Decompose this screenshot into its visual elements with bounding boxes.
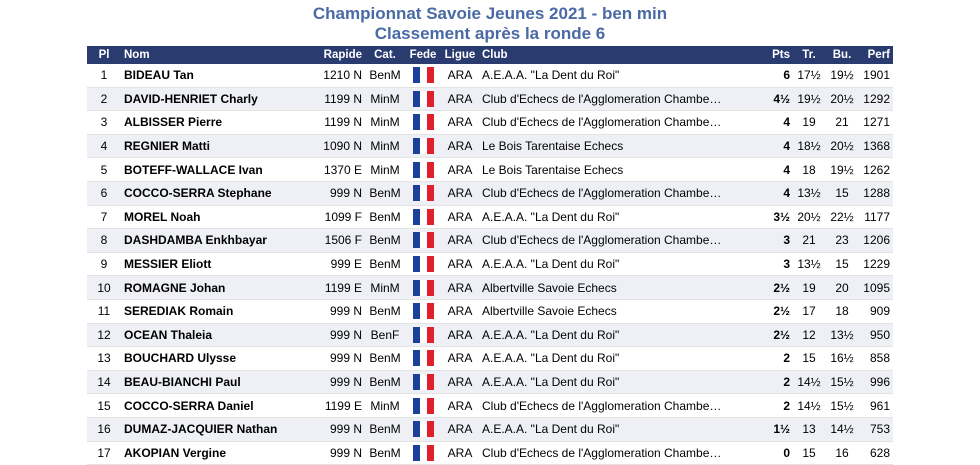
col-header-pts[interactable]: Pts xyxy=(747,46,793,64)
category-cell: BenM xyxy=(365,205,405,229)
table-row xyxy=(87,347,893,371)
tiebreak-tr-cell: 17½ xyxy=(793,64,825,87)
rank-cell: 14 xyxy=(87,370,121,394)
rank-cell: 2 xyxy=(87,87,121,111)
rating-cell: 1199 N xyxy=(293,87,365,111)
col-header-rapide[interactable]: Rapide xyxy=(293,46,365,64)
france-flag-icon xyxy=(413,398,434,414)
table-row xyxy=(87,111,893,135)
rating-cell: 1370 E xyxy=(293,158,365,182)
rating-cell: 999 N xyxy=(293,323,365,347)
col-header-perf[interactable]: Perf xyxy=(859,46,893,64)
league-cell: ARA xyxy=(441,417,479,441)
rating-cell: 999 N xyxy=(293,347,365,371)
france-flag-icon xyxy=(413,350,434,366)
club-cell[interactable]: A.E.A.A. "La Dent du Roi" xyxy=(479,323,747,347)
player-name[interactable]: OCEAN Thaleia xyxy=(121,323,293,347)
federation-cell xyxy=(405,276,441,300)
tiebreak-bu-cell: 15 xyxy=(825,181,859,205)
col-header-bu[interactable]: Bu. xyxy=(825,46,859,64)
federation-cell xyxy=(405,441,441,465)
tiebreak-bu-cell: 16½ xyxy=(825,347,859,371)
league-cell: ARA xyxy=(441,64,479,87)
points-cell: 4 xyxy=(747,134,793,158)
tiebreak-tr-cell: 12 xyxy=(793,323,825,347)
rank-cell: 5 xyxy=(87,158,121,182)
player-name[interactable]: REGNIER Matti xyxy=(121,134,293,158)
rank-cell: 3 xyxy=(87,111,121,135)
tiebreak-tr-cell: 13½ xyxy=(793,252,825,276)
tiebreak-bu-cell: 20½ xyxy=(825,134,859,158)
performance-cell: 1262 xyxy=(859,158,893,182)
page-subtitle: Classement après la ronde 6 xyxy=(374,24,606,43)
club-cell[interactable]: Albertville Savoie Echecs xyxy=(479,299,747,323)
performance-cell: 909 xyxy=(859,299,893,323)
tiebreak-tr-cell: 20½ xyxy=(793,205,825,229)
player-name[interactable]: ALBISSER Pierre xyxy=(121,111,293,135)
tiebreak-bu-cell: 20 xyxy=(825,276,859,300)
page-header xyxy=(0,0,980,44)
points-cell: 0 xyxy=(747,441,793,465)
rank-cell: 6 xyxy=(87,181,121,205)
france-flag-icon xyxy=(413,280,434,296)
tiebreak-bu-cell: 21 xyxy=(825,111,859,135)
france-flag-icon xyxy=(413,162,434,178)
league-cell: ARA xyxy=(441,134,479,158)
performance-cell: 996 xyxy=(859,370,893,394)
player-name[interactable]: BIDEAU Tan xyxy=(121,64,293,87)
rating-cell: 1210 N xyxy=(293,64,365,87)
table-row xyxy=(87,205,893,229)
club-cell[interactable]: A.E.A.A. "La Dent du Roi" xyxy=(479,417,747,441)
points-cell: 1½ xyxy=(747,417,793,441)
club-cell[interactable]: Le Bois Tarentaise Echecs xyxy=(479,134,747,158)
category-cell: BenM xyxy=(365,299,405,323)
tiebreak-tr-cell: 19 xyxy=(793,276,825,300)
points-cell: 2 xyxy=(747,394,793,418)
category-cell: BenM xyxy=(365,252,405,276)
points-cell: 6 xyxy=(747,64,793,87)
rank-cell: 16 xyxy=(87,417,121,441)
table-row xyxy=(87,299,893,323)
france-flag-icon xyxy=(413,303,434,319)
club-cell[interactable]: A.E.A.A. "La Dent du Roi" xyxy=(479,64,747,87)
category-cell: MinM xyxy=(365,87,405,111)
tiebreak-tr-cell: 18 xyxy=(793,158,825,182)
player-name[interactable]: COCCO-SERRA Daniel xyxy=(121,394,293,418)
performance-cell: 1095 xyxy=(859,276,893,300)
points-cell: 4½ xyxy=(747,87,793,111)
player-name[interactable]: SEREDIAK Romain xyxy=(121,299,293,323)
points-cell: 2½ xyxy=(747,299,793,323)
federation-cell xyxy=(405,370,441,394)
rank-cell: 7 xyxy=(87,205,121,229)
france-flag-icon xyxy=(413,421,434,437)
club-cell[interactable]: Club d'Echecs de l'Agglomeration Chambe… xyxy=(479,229,747,253)
table-row xyxy=(87,229,893,253)
tiebreak-bu-cell: 13½ xyxy=(825,323,859,347)
table-row xyxy=(87,417,893,441)
points-cell: 2 xyxy=(747,370,793,394)
points-cell: 3 xyxy=(747,252,793,276)
col-header-club[interactable]: Club xyxy=(479,46,747,64)
league-cell: ARA xyxy=(441,394,479,418)
category-cell: MinM xyxy=(365,134,405,158)
tiebreak-tr-cell: 14½ xyxy=(793,394,825,418)
performance-cell: 961 xyxy=(859,394,893,418)
france-flag-icon xyxy=(413,374,434,390)
player-name[interactable]: BOUCHARD Ulysse xyxy=(121,347,293,371)
league-cell: ARA xyxy=(441,441,479,465)
rank-cell: 4 xyxy=(87,134,121,158)
france-flag-icon xyxy=(413,256,434,272)
league-cell: ARA xyxy=(441,111,479,135)
club-cell[interactable]: Le Bois Tarentaise Echecs xyxy=(479,158,747,182)
rank-cell: 10 xyxy=(87,276,121,300)
table-row xyxy=(87,276,893,300)
performance-cell: 1292 xyxy=(859,87,893,111)
tiebreak-tr-cell: 13½ xyxy=(793,181,825,205)
performance-cell: 753 xyxy=(859,417,893,441)
performance-cell: 858 xyxy=(859,347,893,371)
rating-cell: 999 N xyxy=(293,441,365,465)
category-cell: BenM xyxy=(365,417,405,441)
federation-cell xyxy=(405,64,441,87)
league-cell: ARA xyxy=(441,158,479,182)
rating-cell: 1099 F xyxy=(293,205,365,229)
federation-cell xyxy=(405,205,441,229)
col-header-cat[interactable]: Cat. xyxy=(365,46,405,64)
tiebreak-bu-cell: 19½ xyxy=(825,158,859,182)
player-name[interactable]: BOTEFF-WALLACE Ivan xyxy=(121,158,293,182)
league-cell: ARA xyxy=(441,370,479,394)
club-cell[interactable]: Club d'Echecs de l'Agglomeration Chambe… xyxy=(479,441,747,465)
player-name[interactable]: MESSIER Eliott xyxy=(121,252,293,276)
league-cell: ARA xyxy=(441,87,479,111)
rank-cell: 8 xyxy=(87,229,121,253)
rank-cell: 15 xyxy=(87,394,121,418)
rating-cell: 1090 N xyxy=(293,134,365,158)
france-flag-icon xyxy=(413,445,434,461)
rating-cell: 999 N xyxy=(293,417,365,441)
performance-cell: 1368 xyxy=(859,134,893,158)
france-flag-icon xyxy=(413,114,434,130)
category-cell: BenM xyxy=(365,64,405,87)
rank-cell: 17 xyxy=(87,441,121,465)
category-cell: BenM xyxy=(365,370,405,394)
rating-cell: 1506 F xyxy=(293,229,365,253)
rating-cell: 999 N xyxy=(293,299,365,323)
col-header-pl[interactable]: Pl xyxy=(87,46,121,64)
federation-cell xyxy=(405,347,441,371)
performance-cell: 1271 xyxy=(859,111,893,135)
table-row xyxy=(87,87,893,111)
tiebreak-tr-cell: 21 xyxy=(793,229,825,253)
club-cell[interactable]: A.E.A.A. "La Dent du Roi" xyxy=(479,205,747,229)
rank-cell: 1 xyxy=(87,64,121,87)
federation-cell xyxy=(405,158,441,182)
points-cell: 2 xyxy=(747,347,793,371)
points-cell: 4 xyxy=(747,158,793,182)
rank-cell: 9 xyxy=(87,252,121,276)
france-flag-icon xyxy=(413,91,434,107)
table-row xyxy=(87,64,893,87)
league-cell: ARA xyxy=(441,323,479,347)
club-cell[interactable]: A.E.A.A. "La Dent du Roi" xyxy=(479,252,747,276)
rating-cell: 1199 E xyxy=(293,276,365,300)
category-cell: BenM xyxy=(365,181,405,205)
league-cell: ARA xyxy=(441,347,479,371)
club-cell[interactable]: A.E.A.A. "La Dent du Roi" xyxy=(479,347,747,371)
performance-cell: 1177 xyxy=(859,205,893,229)
rank-cell: 11 xyxy=(87,299,121,323)
performance-cell: 1901 xyxy=(859,64,893,87)
category-cell: MinM xyxy=(365,111,405,135)
rank-cell: 12 xyxy=(87,323,121,347)
player-name[interactable]: BEAU-BIANCHI Paul xyxy=(121,370,293,394)
federation-cell xyxy=(405,87,441,111)
league-cell: ARA xyxy=(441,299,479,323)
club-cell[interactable]: A.E.A.A. "La Dent du Roi" xyxy=(479,370,747,394)
club-cell[interactable]: Club d'Echecs de l'Agglomeration Chambe… xyxy=(479,394,747,418)
tiebreak-tr-cell: 19 xyxy=(793,111,825,135)
tiebreak-bu-cell: 18 xyxy=(825,299,859,323)
federation-cell xyxy=(405,111,441,135)
category-cell: BenM xyxy=(365,229,405,253)
france-flag-icon xyxy=(413,209,434,225)
france-flag-icon xyxy=(413,327,434,343)
table-header-row xyxy=(87,46,893,64)
league-cell: ARA xyxy=(441,205,479,229)
player-name[interactable]: DUMAZ-JACQUIER Nathan xyxy=(121,417,293,441)
france-flag-icon xyxy=(413,232,434,248)
table-row xyxy=(87,134,893,158)
points-cell: 4 xyxy=(747,181,793,205)
category-cell: BenM xyxy=(365,441,405,465)
player-name[interactable]: MOREL Noah xyxy=(121,205,293,229)
col-header-nom[interactable]: Nom xyxy=(121,46,293,64)
table-row xyxy=(87,394,893,418)
club-cell[interactable]: Albertville Savoie Echecs xyxy=(479,276,747,300)
points-cell: 2½ xyxy=(747,276,793,300)
player-name[interactable]: AKOPIAN Vergine xyxy=(121,441,293,465)
rating-cell: 999 N xyxy=(293,370,365,394)
tiebreak-tr-cell: 19½ xyxy=(793,87,825,111)
tiebreak-bu-cell: 14½ xyxy=(825,417,859,441)
club-cell[interactable]: Club d'Echecs de l'Agglomeration Chambe… xyxy=(479,87,747,111)
category-cell: MinM xyxy=(365,276,405,300)
player-name[interactable]: COCCO-SERRA Stephane xyxy=(121,181,293,205)
tiebreak-bu-cell: 15½ xyxy=(825,394,859,418)
federation-cell xyxy=(405,323,441,347)
federation-cell xyxy=(405,181,441,205)
performance-cell: 1206 xyxy=(859,229,893,253)
rank-cell: 13 xyxy=(87,347,121,371)
rating-cell: 999 N xyxy=(293,181,365,205)
points-cell: 4 xyxy=(747,111,793,135)
rating-cell: 1199 N xyxy=(293,111,365,135)
tiebreak-tr-cell: 14½ xyxy=(793,370,825,394)
tiebreak-tr-cell: 15 xyxy=(793,441,825,465)
category-cell: BenM xyxy=(365,347,405,371)
tiebreak-bu-cell: 15 xyxy=(825,252,859,276)
performance-cell: 950 xyxy=(859,323,893,347)
federation-cell xyxy=(405,134,441,158)
points-cell: 3½ xyxy=(747,205,793,229)
table-row xyxy=(87,370,893,394)
federation-cell xyxy=(405,417,441,441)
league-cell: ARA xyxy=(441,252,479,276)
col-header-tr[interactable]: Tr. xyxy=(793,46,825,64)
page-title: Championnat Savoie Jeunes 2021 - ben min xyxy=(312,4,668,23)
federation-cell xyxy=(405,252,441,276)
league-cell: ARA xyxy=(441,276,479,300)
league-cell: ARA xyxy=(441,181,479,205)
points-cell: 3 xyxy=(747,229,793,253)
tiebreak-bu-cell: 15½ xyxy=(825,370,859,394)
performance-cell: 628 xyxy=(859,441,893,465)
tiebreak-bu-cell: 22½ xyxy=(825,205,859,229)
player-name[interactable]: ROMAGNE Johan xyxy=(121,276,293,300)
federation-cell xyxy=(405,299,441,323)
col-header-fede[interactable]: Fede xyxy=(405,46,441,64)
tiebreak-tr-cell: 18½ xyxy=(793,134,825,158)
tiebreak-tr-cell: 17 xyxy=(793,299,825,323)
category-cell: BenF xyxy=(365,323,405,347)
table-row xyxy=(87,323,893,347)
table-row xyxy=(87,181,893,205)
performance-cell: 1229 xyxy=(859,252,893,276)
tiebreak-tr-cell: 13 xyxy=(793,417,825,441)
tiebreak-tr-cell: 15 xyxy=(793,347,825,371)
tiebreak-bu-cell: 23 xyxy=(825,229,859,253)
tiebreak-bu-cell: 16 xyxy=(825,441,859,465)
table-row xyxy=(87,252,893,276)
performance-cell: 1288 xyxy=(859,181,893,205)
tiebreak-bu-cell: 19½ xyxy=(825,64,859,87)
league-cell: ARA xyxy=(441,229,479,253)
rating-cell: 1199 E xyxy=(293,394,365,418)
club-cell[interactable]: Club d'Echecs de l'Agglomeration Chambe… xyxy=(479,181,747,205)
table-row xyxy=(87,158,893,182)
france-flag-icon xyxy=(413,138,434,154)
points-cell: 2½ xyxy=(747,323,793,347)
standings-table xyxy=(87,46,893,465)
federation-cell xyxy=(405,229,441,253)
player-name[interactable]: DASHDAMBA Enkhbayar xyxy=(121,229,293,253)
tiebreak-bu-cell: 20½ xyxy=(825,87,859,111)
player-name[interactable]: DAVID-HENRIET Charly xyxy=(121,87,293,111)
col-header-ligue[interactable]: Ligue xyxy=(441,46,479,64)
club-cell[interactable]: Club d'Echecs de l'Agglomeration Chambe… xyxy=(479,111,747,135)
france-flag-icon xyxy=(413,67,434,83)
federation-cell xyxy=(405,394,441,418)
category-cell: MinM xyxy=(365,158,405,182)
rating-cell: 999 E xyxy=(293,252,365,276)
france-flag-icon xyxy=(413,185,434,201)
category-cell: MinM xyxy=(365,394,405,418)
table-row xyxy=(87,441,893,465)
